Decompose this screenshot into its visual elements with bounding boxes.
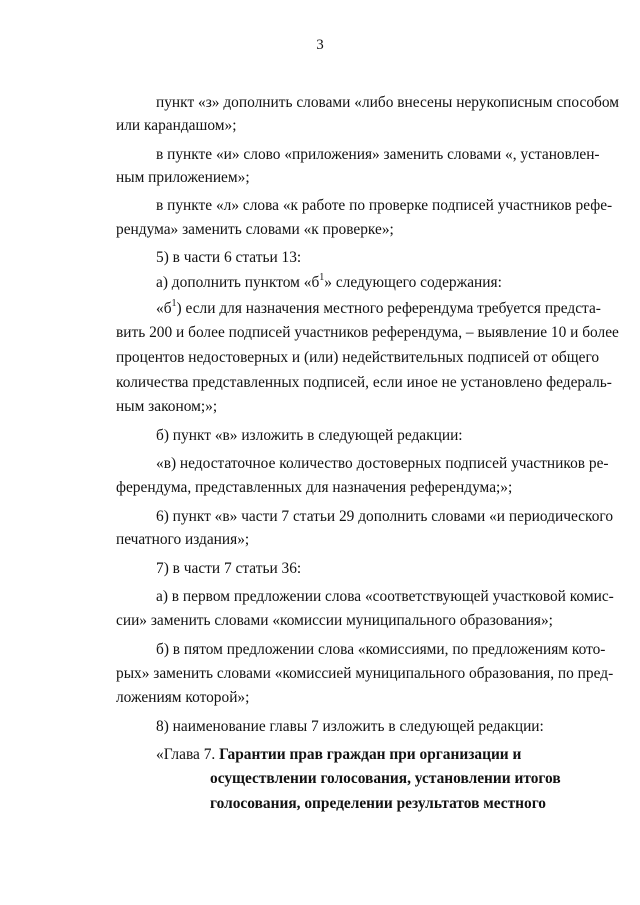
paragraph-line: «в) недостаточное количество достоверных подписей участников ре- bbox=[156, 455, 609, 472]
text-run: » следующего содержания: bbox=[324, 274, 502, 291]
paragraph-line: ложениям которой»; bbox=[116, 689, 250, 706]
chapter-heading-line: осуществлении голосования, установлении итогов bbox=[210, 770, 561, 787]
chapter-heading-line bbox=[156, 745, 521, 765]
paragraph-line bbox=[156, 299, 608, 319]
paragraph-line: в пункте «л» слова «к работе по проверке подписей участников рефе- bbox=[156, 197, 613, 214]
text-run: «б bbox=[156, 300, 172, 317]
paragraph-line: сии» заменить словами «комиссии муниципального образования»; bbox=[116, 612, 553, 629]
paragraph-line bbox=[156, 273, 502, 293]
paragraph-line: рых» заменить словами «комиссией муниципального образования, по пред- bbox=[116, 665, 614, 682]
paragraph-line: ным законом;»; bbox=[116, 398, 218, 415]
text-run: ) если для назначения местного референдума требуется предста- bbox=[176, 300, 601, 317]
chapter-heading-text: Гарантии прав граждан при организации и bbox=[219, 746, 522, 763]
paragraph-line: 8) наименование главы 7 изложить в следующей редакции: bbox=[156, 718, 544, 735]
paragraph-line: ферендума, представленных для назначения референдума;»; bbox=[116, 479, 513, 496]
chapter-heading-prefix: «Глава 7. bbox=[156, 746, 220, 763]
paragraph-line: 5) в части 6 статьи 13: bbox=[156, 249, 302, 266]
page-number: 3 bbox=[316, 37, 324, 53]
paragraph-line: 6) пункт «в» части 7 статьи 29 дополнить словами «и периодического bbox=[156, 508, 614, 525]
paragraph-line: пункт «з» дополнить словами «либо внесены нерукописным способом bbox=[156, 94, 619, 111]
paragraph-line: б) в пятом предложении слова «комиссиями, по предложениям кото- bbox=[156, 641, 606, 658]
paragraph-line: или карандашом»; bbox=[116, 117, 237, 134]
paragraph-line: вить 200 и более подписей участников референдума, – выявление 10 и более bbox=[116, 324, 619, 341]
text-run: а) дополнить пунктом «б bbox=[156, 274, 320, 291]
paragraph-line: ным приложением»; bbox=[116, 169, 250, 186]
paragraph-line: в пункте «и» слово «приложения» заменить словами «, установлен- bbox=[156, 146, 600, 163]
paragraph-line: 7) в части 7 статьи 36: bbox=[156, 560, 302, 577]
chapter-heading-line: голосования, определении результатов местного bbox=[210, 795, 546, 812]
paragraph-line: б) пункт «в» изложить в следующей редакции: bbox=[156, 427, 463, 444]
paragraph-line: количества представленных подписей, если иное не установлено федераль- bbox=[116, 374, 612, 391]
paragraph-line: рендума» заменить словами «к проверке»; bbox=[116, 221, 394, 238]
superscript: 1 bbox=[171, 297, 177, 309]
superscript: 1 bbox=[319, 271, 325, 283]
paragraph-line: а) в первом предложении слова «соответствующей участковой комис- bbox=[156, 588, 614, 605]
paragraph-line: процентов недостоверных и (или) недействительных подписей от общего bbox=[116, 349, 600, 366]
paragraph-line: печатного издания»; bbox=[116, 531, 250, 548]
